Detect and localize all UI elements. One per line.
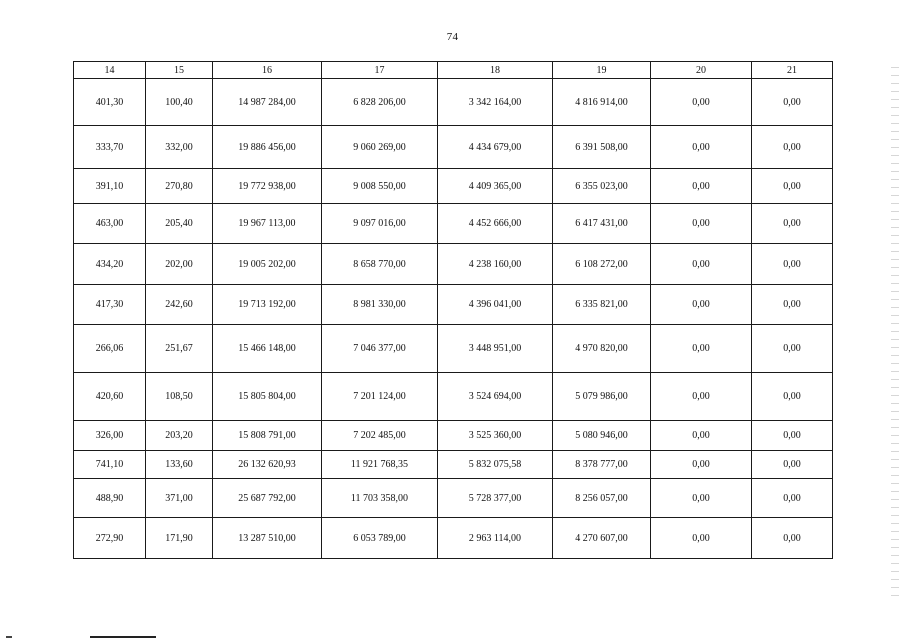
page-number: 74 (446, 31, 459, 43)
table-cell: 391,10 (74, 169, 146, 204)
column-header: 17 (322, 62, 438, 79)
table-cell: 14 987 284,00 (213, 79, 322, 126)
table-cell: 371,00 (146, 479, 213, 518)
table-cell: 100,40 (146, 79, 213, 126)
table-cell: 0,00 (752, 169, 833, 204)
scan-margin-marks (891, 60, 899, 600)
table-cell: 0,00 (752, 373, 833, 421)
table-body (74, 79, 833, 559)
table-cell: 266,06 (74, 325, 146, 373)
column-header: 19 (553, 62, 651, 79)
table-cell: 0,00 (651, 79, 752, 126)
table-cell: 0,00 (651, 169, 752, 204)
table-cell: 326,00 (74, 421, 146, 451)
table-cell: 463,00 (74, 204, 146, 244)
table-cell: 5 832 075,58 (438, 451, 553, 479)
table-cell: 0,00 (651, 325, 752, 373)
table-header (74, 62, 833, 79)
table-cell: 108,50 (146, 373, 213, 421)
table-row (74, 451, 833, 479)
table-cell: 0,00 (651, 373, 752, 421)
table-cell: 0,00 (752, 518, 833, 559)
table-cell: 0,00 (752, 325, 833, 373)
table-cell: 3 524 694,00 (438, 373, 553, 421)
table-row (74, 285, 833, 325)
table-row (74, 373, 833, 421)
table-cell: 8 256 057,00 (553, 479, 651, 518)
table-cell: 15 808 791,00 (213, 421, 322, 451)
table-cell: 8 981 330,00 (322, 285, 438, 325)
table-cell: 0,00 (651, 421, 752, 451)
table-cell: 401,30 (74, 79, 146, 126)
table-cell: 13 287 510,00 (213, 518, 322, 559)
table-row (74, 126, 833, 169)
table-cell: 133,60 (146, 451, 213, 479)
table-cell: 3 342 164,00 (438, 79, 553, 126)
column-header: 16 (213, 62, 322, 79)
table-cell: 203,20 (146, 421, 213, 451)
table-row (74, 518, 833, 559)
table-cell: 420,60 (74, 373, 146, 421)
table-cell: 19 005 202,00 (213, 244, 322, 285)
table-cell: 0,00 (651, 518, 752, 559)
scan-corner-mark (6, 636, 12, 638)
table-cell: 15 466 148,00 (213, 325, 322, 373)
table-cell: 417,30 (74, 285, 146, 325)
table-cell: 7 202 485,00 (322, 421, 438, 451)
table-cell: 5 728 377,00 (438, 479, 553, 518)
table-cell: 9 008 550,00 (322, 169, 438, 204)
table-cell: 4 452 666,00 (438, 204, 553, 244)
table-row (74, 479, 833, 518)
table-row (74, 169, 833, 204)
column-header: 21 (752, 62, 833, 79)
table-cell: 11 921 768,35 (322, 451, 438, 479)
table-cell: 0,00 (651, 285, 752, 325)
table-row (74, 325, 833, 373)
table-cell: 0,00 (651, 479, 752, 518)
column-header: 20 (651, 62, 752, 79)
table-cell: 0,00 (752, 79, 833, 126)
table-cell: 0,00 (752, 451, 833, 479)
table-cell: 0,00 (752, 479, 833, 518)
table-cell: 2 963 114,00 (438, 518, 553, 559)
table-cell: 5 079 986,00 (553, 373, 651, 421)
table-cell: 741,10 (74, 451, 146, 479)
table-cell: 6 417 431,00 (553, 204, 651, 244)
header-row (74, 62, 833, 79)
table-cell: 0,00 (752, 204, 833, 244)
table-cell: 4 270 607,00 (553, 518, 651, 559)
table-cell: 15 805 804,00 (213, 373, 322, 421)
table-cell: 202,00 (146, 244, 213, 285)
table-cell: 270,80 (146, 169, 213, 204)
table-cell: 0,00 (752, 285, 833, 325)
column-header: 15 (146, 62, 213, 79)
table-cell: 26 132 620,93 (213, 451, 322, 479)
table-cell: 9 060 269,00 (322, 126, 438, 169)
table-cell: 4 238 160,00 (438, 244, 553, 285)
table-cell: 6 355 023,00 (553, 169, 651, 204)
table-cell: 0,00 (752, 421, 833, 451)
table-cell: 3 448 951,00 (438, 325, 553, 373)
table-cell: 8 378 777,00 (553, 451, 651, 479)
table-cell: 333,70 (74, 126, 146, 169)
table-cell: 0,00 (651, 126, 752, 169)
column-header: 18 (438, 62, 553, 79)
table-row (74, 421, 833, 451)
column-header: 14 (74, 62, 146, 79)
table-cell: 4 434 679,00 (438, 126, 553, 169)
table-cell: 4 816 914,00 (553, 79, 651, 126)
table-cell: 9 097 016,00 (322, 204, 438, 244)
table-cell: 19 772 938,00 (213, 169, 322, 204)
table-cell: 251,67 (146, 325, 213, 373)
table-cell: 205,40 (146, 204, 213, 244)
table-row (74, 244, 833, 285)
table-cell: 7 201 124,00 (322, 373, 438, 421)
table-cell: 25 687 792,00 (213, 479, 322, 518)
table-cell: 4 970 820,00 (553, 325, 651, 373)
table-cell: 6 053 789,00 (322, 518, 438, 559)
data-table (73, 61, 833, 559)
table-cell: 0,00 (651, 451, 752, 479)
table-cell: 0,00 (752, 126, 833, 169)
table-cell: 6 108 272,00 (553, 244, 651, 285)
table-cell: 242,60 (146, 285, 213, 325)
table-cell: 332,00 (146, 126, 213, 169)
table-cell: 6 335 821,00 (553, 285, 651, 325)
table-cell: 19 713 192,00 (213, 285, 322, 325)
table-cell: 0,00 (651, 244, 752, 285)
table-cell: 19 967 113,00 (213, 204, 322, 244)
table-cell: 11 703 358,00 (322, 479, 438, 518)
table-row (74, 204, 833, 244)
table-row (74, 79, 833, 126)
table-cell: 6 391 508,00 (553, 126, 651, 169)
table-cell: 4 396 041,00 (438, 285, 553, 325)
table-cell: 3 525 360,00 (438, 421, 553, 451)
table-cell: 5 080 946,00 (553, 421, 651, 451)
footnote-rule (90, 636, 156, 638)
table-cell: 4 409 365,00 (438, 169, 553, 204)
table-cell: 0,00 (651, 204, 752, 244)
table-cell: 0,00 (752, 244, 833, 285)
table-cell: 7 046 377,00 (322, 325, 438, 373)
table-cell: 488,90 (74, 479, 146, 518)
table-cell: 171,90 (146, 518, 213, 559)
table-cell: 19 886 456,00 (213, 126, 322, 169)
table-cell: 6 828 206,00 (322, 79, 438, 126)
table-cell: 8 658 770,00 (322, 244, 438, 285)
table-cell: 434,20 (74, 244, 146, 285)
table-cell: 272,90 (74, 518, 146, 559)
